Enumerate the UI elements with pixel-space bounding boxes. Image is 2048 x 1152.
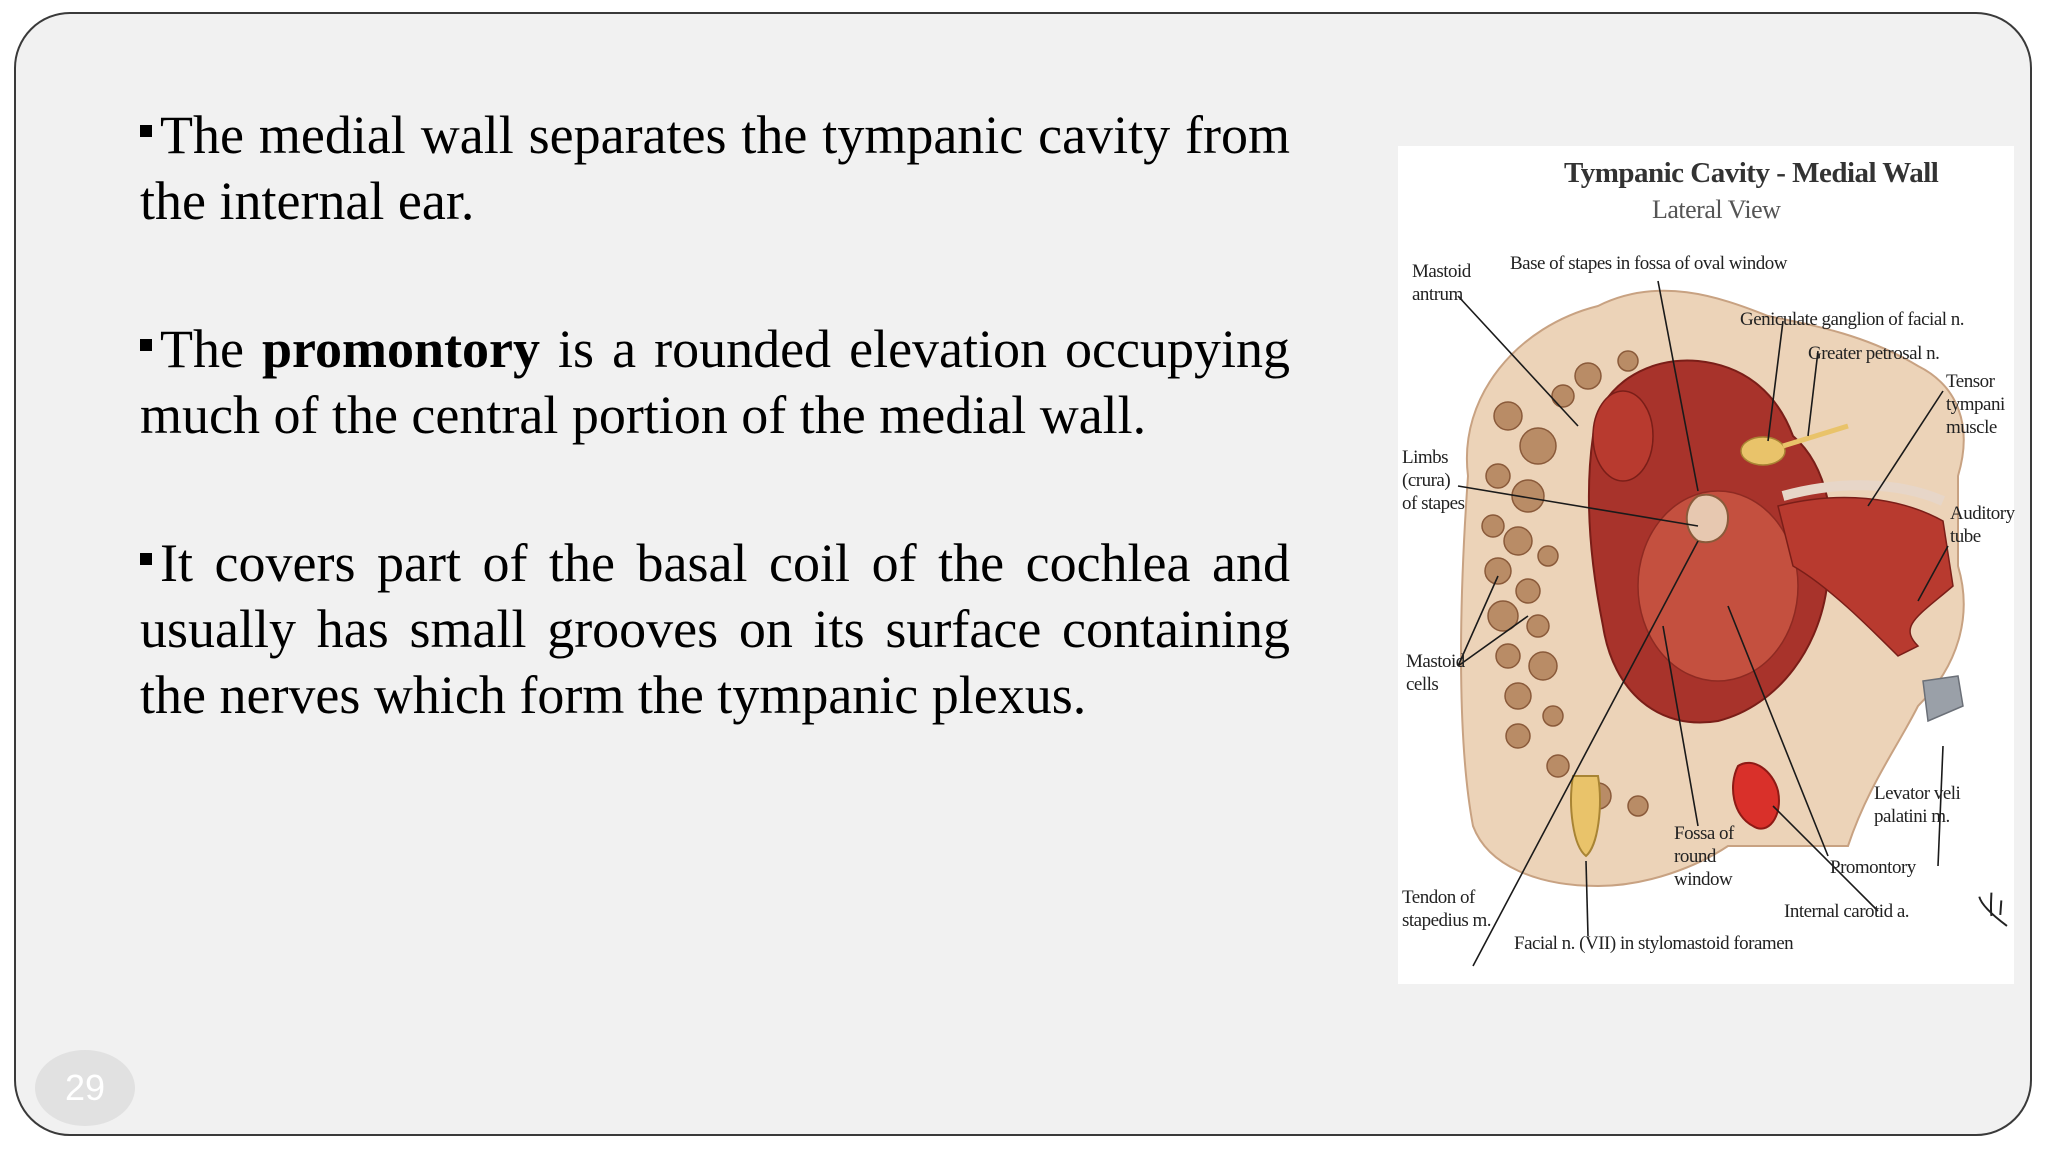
label-facial-nerve: Facial n. (VII) in stylomastoid foramen [1514,933,1794,954]
paragraph-basal-coil [140,530,1290,728]
label-mastoid-cells: Mastoid cells [1406,651,1465,695]
label-internal-carotid: Internal carotid a. [1784,901,1910,922]
label-tendon-stapedius: Tendon of stapedius m. [1402,887,1491,931]
paragraph-text: It covers part of the basal coil of the cochlea and usually has small grooves on its surface containing the nerves which form the tympanic plexus. [140,533,1290,725]
bullet-square-icon [140,339,152,351]
figure-subtitle: Lateral View [1652,195,1781,224]
paragraph-medial-wall [140,102,1290,234]
label-auditory-tube: Auditory tube [1950,503,2015,547]
figure-title: Tympanic Cavity - Medial Wall [1564,157,1939,189]
mastoid-antrum-shape [1593,391,1653,481]
label-base-of-stapes: Base of stapes in fossa of oval window [1510,253,1788,274]
label-levator-veli: Levator veli palatini m. [1874,783,1961,827]
paragraph-text: The medial wall separates the tympanic cavity from the internal ear. [140,105,1290,231]
label-limbs-of-stapes: Limbs (crura) of stapes [1402,447,1465,514]
paragraph-text-tail: is a rounded elevation occupying much of the central portion of the medial wall. [140,319,1290,445]
body-text [140,102,1290,810]
page-number-badge: 29 [35,1050,135,1126]
paragraph-text-lead: The [160,319,262,379]
label-promontory: Promontory [1830,857,1916,878]
stapes-shape [1687,495,1728,543]
slide-frame [14,12,2032,1136]
bullet-square-icon [140,125,152,137]
label-geniculate-ganglion: Geniculate ganglion of facial n. [1740,309,1965,330]
paragraph-promontory [140,316,1290,448]
geniculate-ganglion-shape [1741,437,1785,465]
anatomy-figure [1398,146,2014,984]
levator-veli-shape [1923,676,1963,721]
bold-term-promontory: promontory [262,319,540,379]
label-mastoid-antrum: Mastoid antrum [1412,261,1471,305]
label-tensor-tympani: Tensor tympani muscle [1946,371,2005,438]
label-fossa-round-window: Fossa of round window [1674,823,1734,890]
bullet-square-icon [140,553,152,565]
label-greater-petrosal: Greater petrosal n. [1808,343,1940,364]
